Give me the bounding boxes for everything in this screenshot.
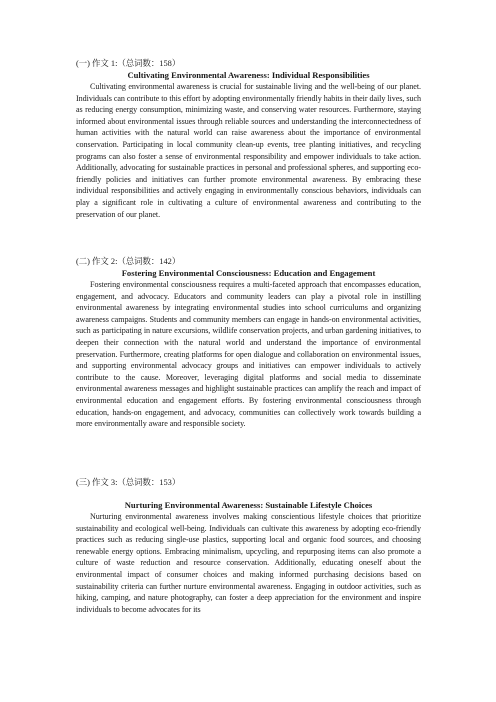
essay-body: Fostering environmental consciousness requires a multi-faceted approach that encompasses education, engagement, and advocacy. Educators and community leaders can play a pivotal role in instilling environmental awareness by integrating environmental studies into school curriculums and organizing awareness campaigns. Students and community members can engage in hands-on environmental activities, such as participating in nature excursions, wildlife conservation projects, and urban gardening initiatives, to deepen their connection with the natural world and understand the importance of environmental preservation. Furthermore, creating platforms for open dialogue and collaboration on environmental issues, and supporting environmental advocacy groups and initiatives can empower individuals to actively contribute to the cause. Moreover, leveraging digital platforms and social media to disseminate environmental awareness messages and highlight sustainable practices can amplify the reach and impact of environmental education and engagement efforts. By fostering environmental consciousness through education, hands-on engagement, and advocacy, communities can collectively work towards building a more environmentally aware and responsible society. <box>76 280 421 429</box>
essay-body: Nurturing environmental awareness involves making conscientious lifestyle choices that prioritize sustainability and ecological well-being. Individuals can cultivate this awareness by adopting eco-friendly practices such as reducing single-use plastics, supporting local and organic food sources, and choosing renewable energy options. Embracing minimalism, upcycling, and repurposing items can also promote a culture of waste reduction and resource conservation. Additionally, educating oneself about the environmental impact of consumer choices and making informed purchasing decisions based on sustainability criteria can further nurture environmental awareness. Engaging in outdoor activities, such as hiking, camping, and nature photography, can foster a deep appreciation for the environment and inspire individuals to become advocates for its <box>76 512 421 614</box>
essay-title: Fostering Environmental Consciousness: Education and Engagement <box>121 268 376 278</box>
essay-body: Cultivating environmental awareness is crucial for sustainable living and the well-being of our planet. Individuals can contribute to this effort by adopting environmentally friendly habits in their daily lives, such as reducing energy consumption, minimizing waste, and conserving water resources. Furthermore, staying informed about environmental issues through reliable sources and understanding the interconnectedness of human activities with the natural world can raise awareness about the importance of environmental conservation. Participating in local community clean-up events, tree planting initiatives, and recycling programs can also foster a sense of environmental responsibility and empower individuals to take action. Additionally, advocating for sustainable practices in personal and professional spheres, and supporting eco-friendly policies and initiatives can further promote environmental awareness. By embracing these individual responsibilities and actively engaging in environmentally conscious behaviors, individuals can play a significant role in cultivating a culture of environmental awareness and contributing to the preservation of our planet. <box>76 82 421 219</box>
essay-heading: (三) 作文 3:（总词数：153） <box>76 478 181 487</box>
essay-section-1 <box>76 58 421 220</box>
essay-section-2 <box>76 256 421 430</box>
essay-heading: (二) 作文 2:（总词数：142） <box>76 257 181 266</box>
essay-section-3 <box>76 477 421 615</box>
essay-title: Cultivating Environmental Awareness: Individual Responsibilities <box>127 70 370 80</box>
essay-title: Nurturing Environmental Awareness: Sustainable Lifestyle Choices <box>124 500 373 510</box>
essay-heading: (一) 作文 1:（总词数：158） <box>76 59 181 68</box>
